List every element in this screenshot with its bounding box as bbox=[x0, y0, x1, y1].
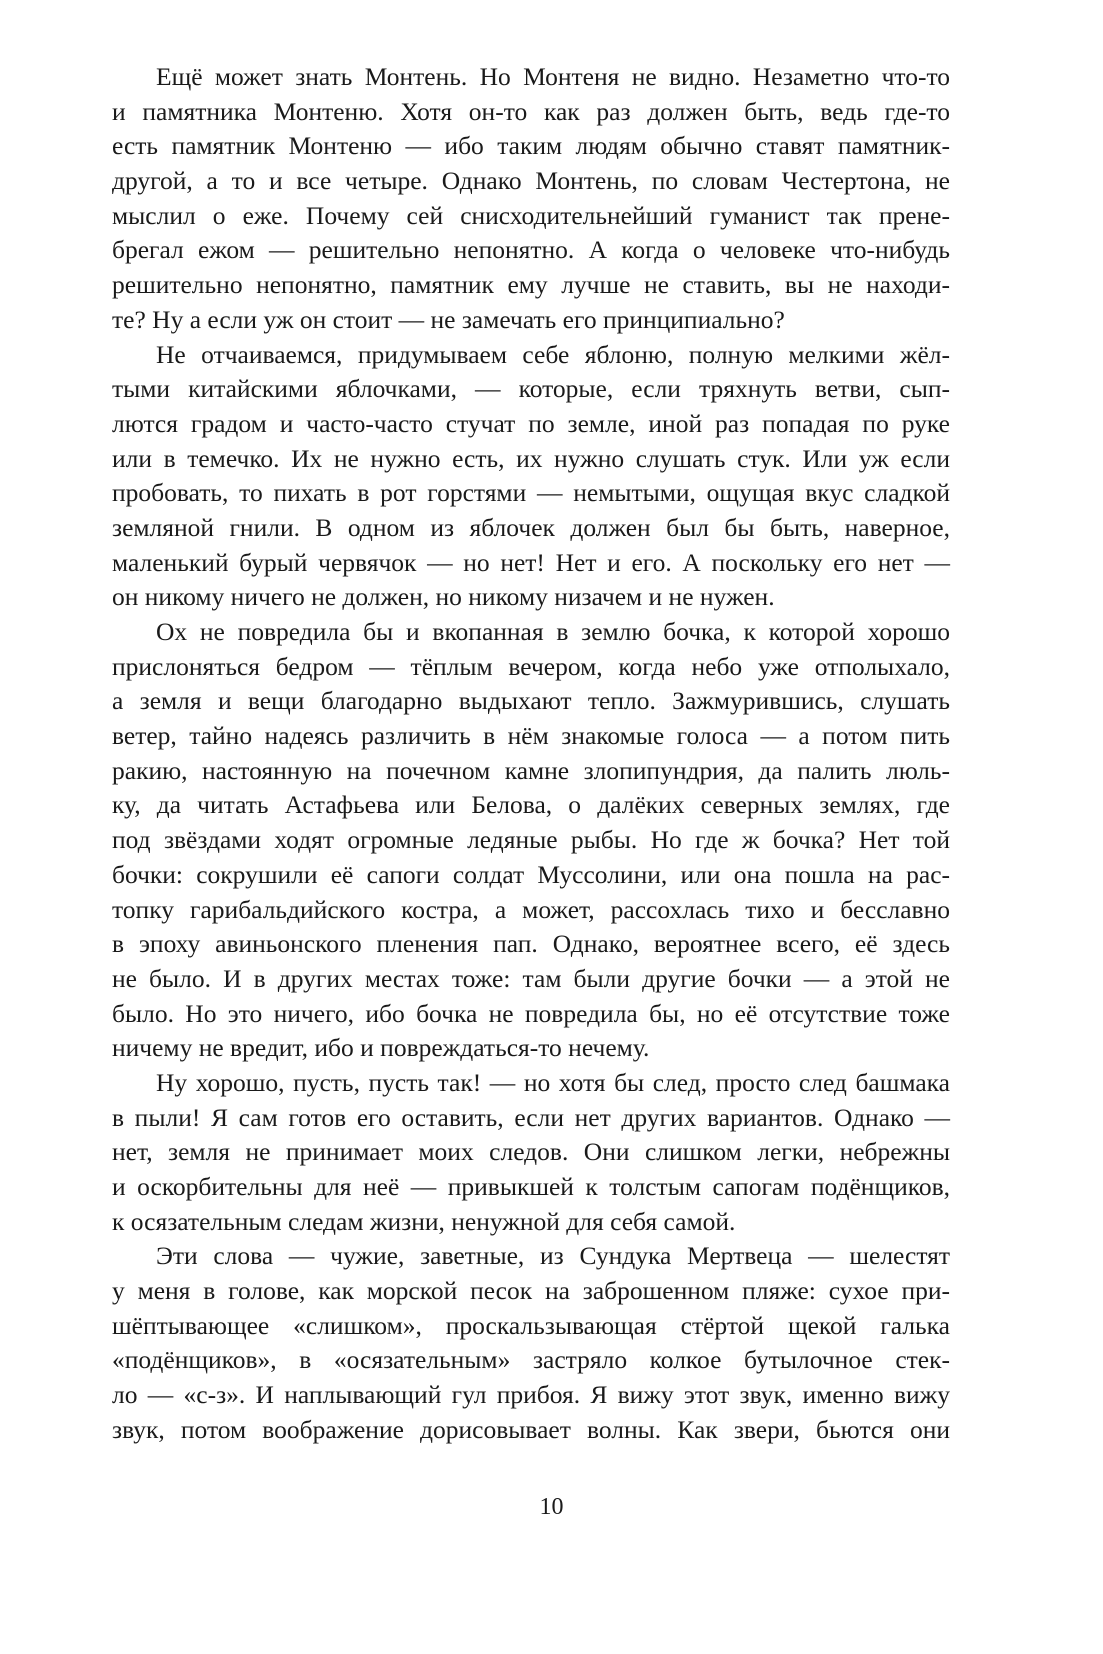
text-line: Ну хорошо, пусть, пусть так! — но хотя бы след, просто след башмака bbox=[156, 1067, 950, 1097]
text-line: пробовать, то пихать в рот горстями — немытыми, ощущая вкус сладкой bbox=[112, 478, 950, 508]
page-body bbox=[112, 60, 950, 1448]
text-line: ветер, тайно надеясь различить в нём знакомые голоса — а потом пить bbox=[112, 721, 950, 751]
text-line: ничему не вредит, ибо и повреждаться-то нечему. bbox=[112, 1033, 650, 1063]
text-line: в пыли! Я сам готов его оставить, если нет других вариантов. Однако — bbox=[112, 1102, 950, 1132]
text-line: ло — «с-з». И наплывающий гул прибоя. Я вижу этот звук, именно вижу bbox=[112, 1380, 950, 1410]
text-line: или в темечко. Их не нужно есть, их нужно слушать стук. Или уж если bbox=[112, 443, 950, 473]
text-line: звук, потом воображение дорисовывает волны. Как звери, бьются они bbox=[112, 1414, 950, 1444]
text-line: земляной гнили. В одном из яблочек должен был бы быть, наверное, bbox=[112, 512, 950, 542]
text-line: ракию, настоянную на почечном камне злопипундрия, да палить люль- bbox=[112, 755, 950, 785]
text-line: решительно непонятно, памятник ему лучше не ставить, вы не находи- bbox=[112, 270, 950, 300]
paragraph bbox=[112, 615, 950, 1066]
page-number: 10 bbox=[539, 1494, 564, 1520]
text-line: другой, а то и все четыре. Однако Монтень, по словам Честертона, не bbox=[112, 166, 950, 196]
text-line: брегал ежом — решительно непонятно. А когда о человеке что-нибудь bbox=[112, 235, 950, 265]
text-line: те? Ну а если уж он стоит — не замечать его принципиально? bbox=[112, 304, 785, 334]
text-line: под звёздами ходят огромные ледяные рыбы. Но где ж бочка? Нет той bbox=[112, 825, 950, 855]
text-line: Ох не повредила бы и вкопанная в землю бочка, к которой хорошо bbox=[156, 617, 950, 646]
text-line: нет, земля не принимает моих следов. Они слишком легки, небрежны bbox=[112, 1137, 950, 1167]
text-line: мыслил о еже. Почему сей снисходительнейший гуманист так прене- bbox=[112, 200, 950, 230]
text-line: маленький бурый червячок — но нет! Нет и его. А поскольку его нет — bbox=[112, 547, 950, 577]
text-line: прислоняться бедром — тёплым вечером, когда небо уже отполыхало, bbox=[112, 651, 950, 681]
text-line: тыми китайскими яблочками, — которые, если тряхнуть ветви, сып- bbox=[112, 374, 950, 404]
text-line: Эти слова — чужие, заветные, из Сундука Мертвеца — шелестят bbox=[156, 1241, 950, 1271]
text-line: «подёнщиков», в «осязательным» застряло колкое бутылочное стек- bbox=[112, 1345, 950, 1375]
text-line: ку, да читать Астафьева или Белова, о далёких северных землях, где bbox=[112, 790, 950, 820]
text-line: Ещё может знать Монтень. Но Монтеня не видно. Незаметно что-то bbox=[156, 62, 950, 91]
text-line: бочки: сокрушили её сапоги солдат Муссолини, или она пошла на рас- bbox=[112, 859, 950, 889]
text-line: есть памятник Монтеню — ибо таким людям обычно ставят памятник- bbox=[112, 131, 950, 161]
text-line: к осязательным следам жизни, ненужной для себя самой. bbox=[112, 1206, 736, 1236]
text-line: не было. И в других местах тоже: там были другие бочки — а этой не bbox=[112, 963, 950, 993]
text-line: было. Но это ничего, ибо бочка не повредила бы, но её отсутствие тоже bbox=[112, 998, 950, 1028]
text-line: лются градом и часто-часто стучат по земле, иной раз попадая по руке bbox=[112, 408, 950, 438]
paragraph bbox=[112, 1239, 950, 1447]
text-line: и памятника Монтеню. Хотя он-то как раз должен быть, ведь где-то bbox=[112, 96, 950, 126]
text-line: он никому ничего не должен, но никому низачем и не нужен. bbox=[112, 582, 775, 612]
text-line: и оскорбительны для неё — привыкшей к толстым сапогам подёнщиков, bbox=[112, 1172, 950, 1201]
text-line: Не отчаиваемся, придумываем себе яблоню, полную мелкими жёл- bbox=[156, 339, 950, 369]
text-line: а земля и вещи благодарно выдыхают тепло. Зажмурившись, слушать bbox=[112, 686, 950, 716]
paragraph bbox=[112, 60, 950, 338]
paragraph bbox=[112, 338, 950, 616]
text-line: шёптывающее «слишком», проскальзывающая стёртой щекой галька bbox=[112, 1310, 950, 1340]
text-line: топку гарибальдийского костра, а может, рассохлась тихо и бесславно bbox=[112, 894, 950, 924]
paragraph bbox=[112, 1066, 950, 1239]
text-line: в эпоху авиньонского пленения пап. Однако, вероятнее всего, её здесь bbox=[112, 929, 950, 959]
text-line: у меня в голове, как морской песок на заброшенном пляже: сухое при- bbox=[112, 1276, 950, 1306]
